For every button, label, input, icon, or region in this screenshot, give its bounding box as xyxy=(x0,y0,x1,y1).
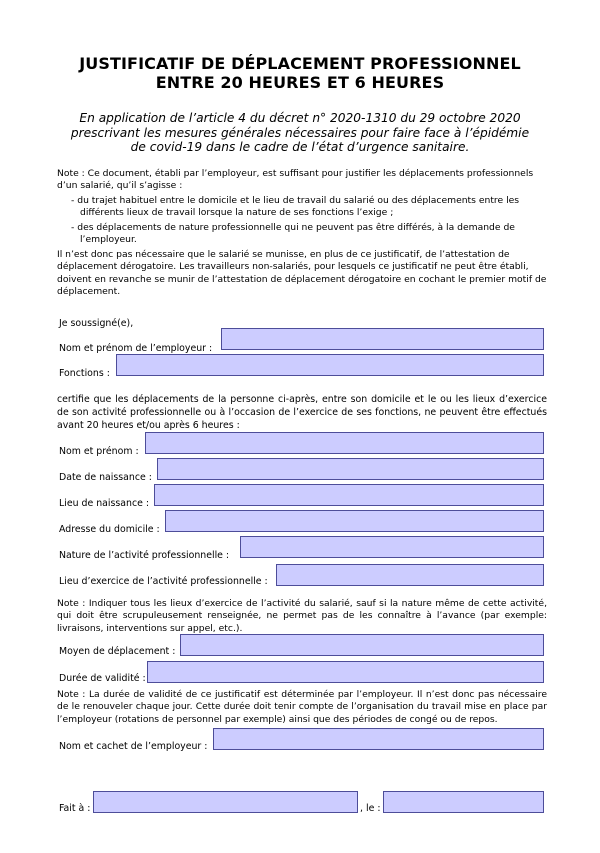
address-input[interactable] xyxy=(166,514,543,534)
certify-text: certifie que les déplacements de la personne ci-après, entre son domicile et le ou les lieux d’exercice de son activité professionnelle ou à l’occasion de l’exercice de ses fonctions, ne peuvent être effectués avant 20 heures et/ou après 6 heures : xyxy=(57,394,547,431)
employer-stamp-label: Nom et cachet de l’employeur : xyxy=(59,741,208,752)
person-name-field[interactable] xyxy=(145,432,544,454)
validity-note: Note : La durée de validité de ce justificatif est déterminée par l’employeur. Il n’est donc pas nécessaire de le renouveler chaque jour. Cette durée doit tenir compte de l’organisation du travail mise en place par l’employeur (rotations de personnel par exemple) ainsi que des périodes de congé ou de repos. xyxy=(57,689,547,725)
document-subtitle xyxy=(60,111,540,155)
employer-name-label: Nom et prénom de l’employeur : xyxy=(59,343,213,354)
intro-paragraph: Il n’est donc pas nécessaire que le salarié se munisse, en plus de ce justificatif, de l’attestation de déplacement dérogatoire. Les travailleurs non-salariés, pour lesquels ce justificatif ne peut être établi, doivent en revanche se munir de l’attestation de déplacement dérogatoire en cochant le premier motif de déplacement. xyxy=(57,249,547,298)
employer-stamp-input[interactable] xyxy=(214,732,543,752)
birth-date-input[interactable] xyxy=(158,462,543,482)
date-label: , le : xyxy=(360,803,381,814)
activity-place-field[interactable] xyxy=(276,564,544,586)
employer-name-input[interactable] xyxy=(222,332,543,352)
birth-place-field[interactable] xyxy=(154,484,544,506)
address-field[interactable] xyxy=(165,510,544,532)
activity-place-input[interactable] xyxy=(277,568,543,588)
employer-stamp-field[interactable] xyxy=(213,728,544,750)
validity-label: Durée de validité : xyxy=(59,673,146,684)
subtitle-line-1: En application de l’article 4 du décret n° 2020-1310 du 29 octobre 2020 xyxy=(79,111,521,125)
address-label: Adresse du domicile : xyxy=(59,524,160,535)
birth-place-input[interactable] xyxy=(155,488,543,508)
birth-date-label: Date de naissance : xyxy=(59,472,152,483)
functions-label: Fonctions : xyxy=(59,368,110,379)
title-line-2: ENTRE 20 HEURES ET 6 HEURES xyxy=(155,73,445,92)
title-line-1: JUSTIFICATIF DE DÉPLACEMENT PROFESSIONNEL xyxy=(79,54,521,73)
date-input[interactable] xyxy=(384,795,543,815)
person-name-input[interactable] xyxy=(146,436,543,456)
done-at-label: Fait à : xyxy=(59,803,91,814)
done-at-field[interactable] xyxy=(93,791,358,813)
document-title xyxy=(0,54,600,92)
birth-date-field[interactable] xyxy=(157,458,544,480)
locations-note: Note : Indiquer tous les lieux d’exercice de l’activité du salarié, sauf si la nature même de cette activité, qui doit être scrupuleusement renseignée, ne permet pas de les connaître à l’avance (par exemple: livraisons, interventions sur appel, etc.). xyxy=(57,598,547,634)
transport-input[interactable] xyxy=(181,638,543,658)
intro-note xyxy=(57,168,549,193)
soussigne-label: Je soussigné(e), xyxy=(59,318,134,329)
transport-label: Moyen de déplacement : xyxy=(59,646,176,657)
validity-field[interactable] xyxy=(147,661,544,683)
date-field[interactable] xyxy=(383,791,544,813)
intro-bullet-2: - des déplacements de nature professionnelle qui ne peuvent pas être différés, à la demande de l’employeur. xyxy=(71,222,515,246)
person-name-label: Nom et prénom : xyxy=(59,446,139,457)
activity-nature-input[interactable] xyxy=(241,540,543,560)
validity-input[interactable] xyxy=(148,665,543,685)
activity-place-label: Lieu d’exercice de l’activité professionnelle : xyxy=(59,576,268,587)
done-at-input[interactable] xyxy=(94,795,357,815)
subtitle-line-2: prescrivant les mesures générales nécessaires pour faire face à l’épidémie xyxy=(70,125,530,140)
intro-note-text: Ce document, établi par l’employeur, est suffisant pour justifier les déplacements professionnels d’un salarié, qu’il s’agisse : xyxy=(57,168,534,192)
intro-bullet-1: - du trajet habituel entre le domicile et le lieu de travail du salarié ou des déplacements entre les différents lieux de travail lorsque la nature de ses fonctions l’exige ; xyxy=(71,195,520,219)
employer-name-field[interactable] xyxy=(221,328,544,350)
intro-note-prefix: Note : xyxy=(57,168,85,179)
activity-nature-label: Nature de l’activité professionnelle : xyxy=(59,550,230,561)
activity-nature-field[interactable] xyxy=(240,536,544,558)
birth-place-label: Lieu de naissance : xyxy=(59,498,150,509)
subtitle-line-3: de covid-19 dans le cadre de l’état d’urgence sanitaire. xyxy=(130,140,470,154)
functions-input[interactable] xyxy=(117,358,543,378)
functions-field[interactable] xyxy=(116,354,544,376)
transport-field[interactable] xyxy=(180,634,544,656)
